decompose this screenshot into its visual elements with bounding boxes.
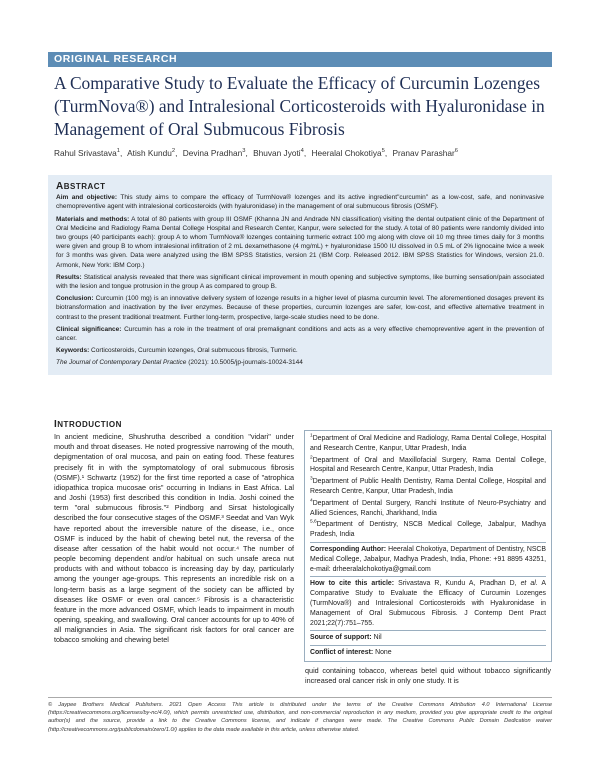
author-list: [54, 148, 554, 158]
abstract-box: [48, 175, 552, 375]
affiliation: $^3$Department of Public Health Dentistry, Rama Dental College, Hospital and Research Centre, Kanpur, Uttar Pradesh, India: [310, 476, 546, 495]
introduction-heading: INTRODUCTION: [54, 419, 122, 430]
footer-divider: [48, 697, 552, 698]
author: Bhuvan Jyoti$^4$,: [253, 148, 307, 158]
article-title: A Comparative Study to Evaluate the Efficacy of Curcumin Lozenges (TurmNova®) and Intralesional Corticosteroids with Hyaluronidase in Management of Oral Submucous Fibrosis: [54, 73, 545, 139]
how-to-cite: How to cite this article: Srivastava R, Kundu A, Pradhan D, et al. A Comparative Study to Evaluate the Efficacy of Curcumin Lozenges (TurmNova®) and Intralesional Corticosteroids with Hyaluronidase in Management of Oral Submucous Fibrosis. J Contemp Dent Pract 2021;22(7):751–755.: [310, 580, 546, 627]
author: Heeralal Chokotiya$^5$,: [311, 148, 388, 158]
abstract-methods: Materials and methods: A total of 80 patients with group III OSMF (Khanna JN and Andrade NN classification) visiting the dental outpatient clinic of the Department of Oral Medicine and Radiology Rama Dental College Hospital and Research Center, Kanpur, were selected for the study. A total of 80 patients were randomly divided into two groups (40 participants each): group A to whom TurmNova® lozenges containing turmeric extract 100 mg along with clove oil 10 mg three times daily for 3 months were given and group B to whom intralesional infiltration of 2 mL dexamethasone (4 mg/mL) + hyaluronidase 1500 IU dissolved in 0.5 mL of 2% lignocaine twice a week for 3 months was given. Data were analyzed using the IBM SPSS Statistics, version 21 (IBM Corp. Released 2012. IBM SPSS Statistics for Windows, version 21.0. Armonk, New York: IBM Corp.): [56, 215, 544, 269]
affiliation: $^1$Department of Oral Medicine and Radiology, Rama Dental College, Hospital and Research Centre, Kanpur, Uttar Pradesh, India: [310, 433, 546, 452]
author: Devina Pradhan$^3$,: [182, 148, 248, 158]
divider: [310, 576, 546, 577]
abstract-keywords: Keywords: Corticosteroids, Curcumin lozenges, Oral submucous fibrosis, Turmeric.: [56, 347, 298, 355]
body-text-continued: quid containing tobacco, whereas betel quid without tobacco significantly increased oral cancer risk in only one study. It is: [305, 666, 551, 686]
abstract-conclusion: Conclusion: Curcumin (100 mg) is an innovative delivery system of lozenge results in a higher level of plasma curcumin level. The aforementioned dosages prevent its biotransformation and inactivation by the liver enzymes. Because of these properties, curcumin lozenges are safer, low-cost, and effective alternative treatment in contrast to the present traditional treatment. Further long-term, prospective, large-scale studies need to be done.: [56, 295, 544, 321]
author: Pranav Parashar$^6$: [392, 148, 458, 158]
divider: [310, 542, 546, 543]
abstract-aim: Aim and objective: This study aims to compare the efficacy of TurmNova® lozenges and its active ingredient"curcumin" as a low-cost, safe, and noninvasive chemopreventive agent with intralesional corticosteroids (with hyaluronidase) in the management of oral submucous fibrosis (OSMF).: [56, 194, 544, 211]
introduction-column: [54, 420, 294, 645]
abstract-clinical-significance: Clinical significance: Curcumin has a role in the treatment of oral premalignant conditions and acts as a very effective chemopreventive agent in the prevention of cancer.: [56, 325, 544, 343]
abstract-citation: The Journal of Contemporary Dental Practice (2021): 10.5005/jp-journals-10024-3144: [56, 359, 303, 367]
license-footer: © Jaypee Brothers Medical Publishers. 2021 Open Access This article is distributed under the terms of the Creative Commons Attribution 4.0 International License (https://creativecommons.org/licenses/by-nc/4.0/), which permits unrestricted use, distribution, and non-commercial reproduction in any medium, provided you give appropriate credit to the original author(s) and the source, provide a link to the Creative Commons license, and indicate if changes were made. The Creative Commons Public Domain Dedication waiver (http://creativecommons.org/publicdomain/zero/1.0/) applies to the data made available in this article, unless otherwise stated.: [48, 702, 552, 733]
abstract-heading: ABSTRACT: [56, 181, 106, 192]
author: Atish Kundu$^2$,: [127, 148, 178, 158]
affiliation: $^2$Department of Oral and Maxillofacial Surgery, Rama Dental College, Hospital and Research Centre, Kanpur, Uttar Pradesh, India: [310, 455, 546, 474]
conflict-of-interest: Conflict of interest: None: [310, 649, 392, 657]
corresponding-author: Corresponding Author: Heeralal Chokotiya, Department of Dentistry, NSCB Medical College, Jabalpur, Madhya Pradesh, India, Phone: +91 8895 43251, e-mail: drheeralalchokotiya@gmail.com: [310, 545, 546, 573]
divider: [310, 645, 546, 646]
article-type-banner: ORIGINAL RESEARCH: [48, 52, 552, 67]
abstract-results: Results: Statistical analysis revealed that there was significant clinical improvement in mouth opening and subjective symptoms, like burning sensation/pain associated with the lesion and tongue protrusion in the group A as compared to group B.: [56, 273, 545, 291]
author: Rahul Srivastava$^1$,: [54, 148, 123, 158]
source-of-support: Source of support: Nil: [310, 634, 382, 642]
affiliation-box: [304, 430, 552, 662]
divider: [310, 630, 546, 631]
affiliation: $^4$Department of Dental Surgery, Ranchi Institute of Neuro-Psychiatry and Allied Sciences, Ranchi, Jharkhand, India: [310, 498, 546, 517]
introduction-text: In ancient medicine, Shushrutha described a condition "vidari" under mouth and throat diseases. He noted progressive narrowing of the mouth, depigmentation of oral mucosa, and pain on eating food. These features precisely fit in with the symptomatology of oral submucous fibrosis (OSMF).¹ Schwartz (1952) for the first time reported a case of "atrophica idiopathica tropica mucosae oris" occurring in Indians in East Africa. Lal and Joshi (1953) first described this condition in India. Joshi coined the term "oral submucous fibrosis."² Pindborg and Sirsat histologically described the four consecutive stages of the OSMF.³ Seedat and Van Wyk have reported about the irreversible nature of the disease, i.e., once OSMF is induced by the habit of chewing betel nut, the reversa of the disease after cessation of the habit would not occur.⁴ The number of people becoming dependent and/or habitual on such unsafe areca nut products with and without tobacco is increasing day by day, particularly among the younger age-groups. This represents an incredible risk on a long-term basis as a large segment of the society can be afflicted by diseases like OSMF or even oral cancer.⁵ Fibrosis is a characteristic feature in the more advanced OSMF, which leads to impairment in mouth opening, speaking, and swallowing. Oral cancer accounts for up to 40% of all malignancies in Asia. The significant risk factors for oral cancer are tobacco smoking and chewing betel: [54, 432, 294, 645]
affiliation: $^{5,6}$Department of Dentistry, NSCB Medical College, Jabalpur, Madhya Pradesh, India: [310, 520, 546, 539]
